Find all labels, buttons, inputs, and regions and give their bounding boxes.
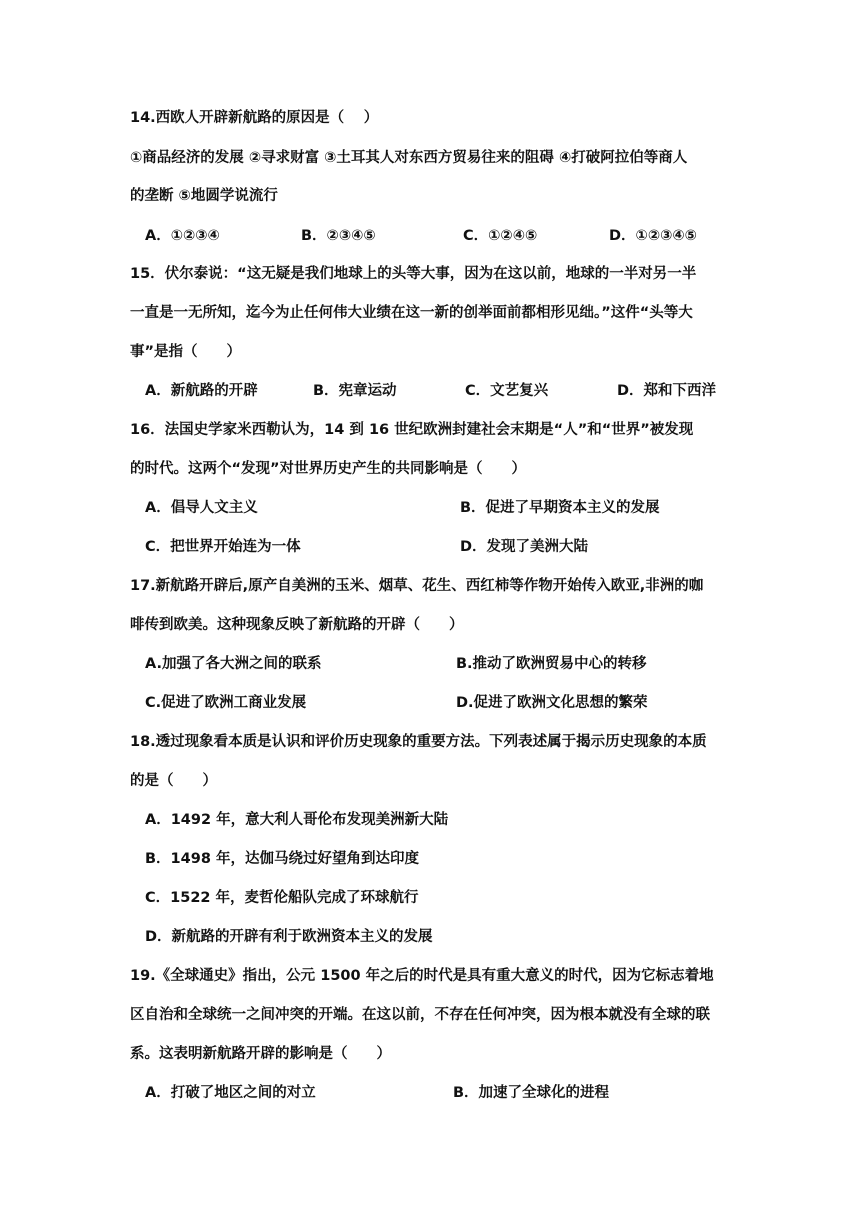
q17-text-line2: 啡传到欧美。这种现象反映了新航路的开辟（ ） (130, 617, 464, 633)
q17-text-line1: 17.新航路开辟后,原产自美洲的玉米、烟草、花生、西红柿等作物开始传入欧亚,非洲的咖 (130, 578, 704, 594)
q14-option-d: D．①②③④⑤ (609, 228, 697, 244)
q15-option-d: D．郑和下西洋 (617, 383, 717, 399)
q14-text-line1: ①商品经济的发展 ②寻求财富 ③土耳其人对东西方贸易往来的阻碍 ④打破阿拉伯等商人 (130, 150, 688, 166)
q16-option-b: B．促进了早期资本主义的发展 (460, 500, 660, 516)
q17-option-a: A.加强了各大洲之间的联系 (145, 656, 322, 672)
q19-text-line3: 系。这表明新航路开辟的影响是（ ） (130, 1046, 391, 1062)
q15-option-c: C．文艺复兴 (465, 383, 549, 399)
q17-option-b: B.推动了欧洲贸易中心的转移 (456, 656, 647, 672)
q18-option-b: B．1498 年，达伽马绕过好望角到达印度 (145, 851, 419, 867)
q14-option-c: C．①②④⑤ (463, 228, 538, 244)
q15-option-a: A．新航路的开辟 (145, 383, 258, 399)
q17-option-d: D.促进了欧洲文化思想的繁荣 (456, 695, 648, 711)
q15-text-line1: 15．伏尔泰说：“这无疑是我们地球上的头等大事，因为在这以前，地球的一半对另一半 (130, 266, 697, 282)
q14-option-b: B．②③④⑤ (301, 228, 376, 244)
q18-option-c: C．1522 年，麦哲伦船队完成了环球航行 (145, 890, 419, 906)
q16-option-a: A．倡导人文主义 (145, 500, 258, 516)
q14-option-a: A．①②③④ (145, 228, 220, 244)
q15-text-line2: 一直是一无所知，迄今为止任何伟大业绩在这一新的创举面前都相形见绌。”这件“头等大 (130, 305, 693, 321)
q17-option-c: C.促进了欧洲工商业发展 (145, 695, 307, 711)
q15-text-line3: 事”是指（ ） (130, 344, 242, 360)
q14-text-line2: 的垄断 ⑤地圆学说流行 (130, 188, 278, 204)
q16-text-line2: 的时代。这两个“发现”对世界历史产生的共同影响是（ ） (130, 461, 527, 477)
q18-text-line2: 的是（ ） (130, 773, 217, 789)
q16-option-c: C．把世界开始连为一体 (145, 539, 301, 555)
q19-text-line1: 19.《全球通史》指出，公元 1500 年之后的时代是具有重大意义的时代，因为它标志着地 (130, 968, 714, 984)
q16-option-d: D．发现了美洲大陆 (460, 539, 589, 555)
q19-option-b: B．加速了全球化的进程 (453, 1085, 610, 1101)
q18-option-d: D．新航路的开辟有利于欧洲资本主义的发展 (145, 929, 433, 945)
q16-text-line1: 16．法国史学家米西勒认为，14 到 16 世纪欧洲封建社会末期是“人”和“世界”被发现 (130, 422, 694, 438)
q18-option-a: A．1492 年，意大利人哥伦布发现美洲新大陆 (145, 812, 449, 828)
q19-text-line2: 区自治和全球统一之间冲突的开端。在这以前，不存在任何冲突，因为根本就没有全球的联 (130, 1007, 710, 1023)
q14-stem: 14.西欧人开辟新航路的原因是（ ） (130, 110, 379, 126)
q18-text-line1: 18.透过现象看本质是认识和评价历史现象的重要方法。下列表述属于揭示历史现象的本质 (130, 734, 707, 750)
q19-option-a: A．打破了地区之间的对立 (145, 1085, 316, 1101)
q15-option-b: B．宪章运动 (313, 383, 397, 399)
